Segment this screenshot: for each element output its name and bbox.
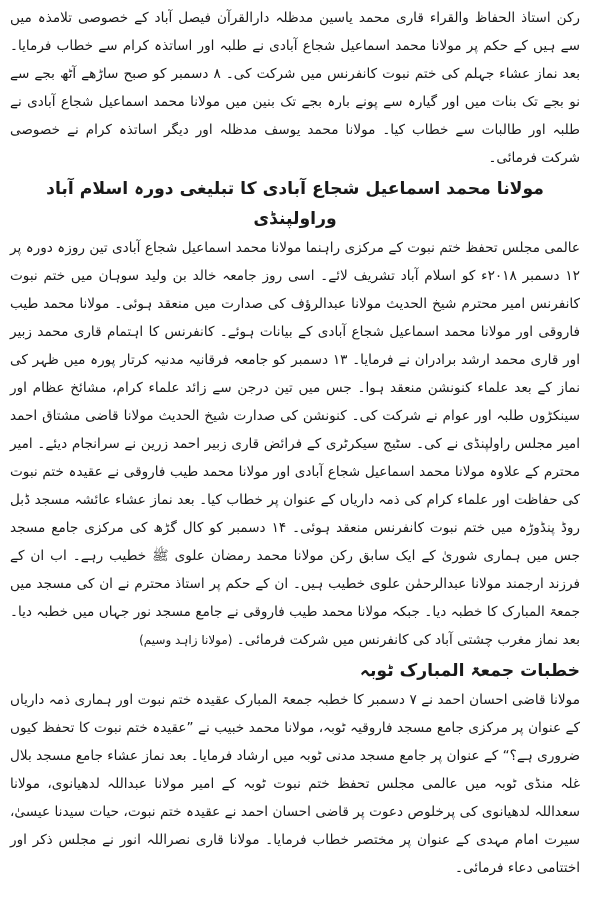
author-signature: (مولانا زاہد وسیم): [139, 633, 233, 647]
section-heading-toba-sermons: خطبات جمعۃ المبارک ٹوبہ: [359, 661, 580, 681]
intro-paragraph: رکن استاذ الحفاظ والقراء قاری محمد یاسین مدظلہ دارالقرآن فیصل آباد کے خصوصی تلامذہ میں سے ہیں کے حکم پر مولانا محمد اسماعیل شجاع آبادی نے طلبہ اور اساتذہ کرام سے خطاب فرمایا۔ بعد نماز عشاء جہلم کی ختم نبوت کانفرنس میں شرکت کی۔ ۸ دسمبر کو صبح ساڑھے آٹھ بجے سے نو بجے تک بنات میں اور گیارہ سے پونے بارہ بجے تک بنین میں مولانا محمد اسماعیل شجاع آبادی نے طلبہ اور طالبات سے خطاب کیا۔ مولانا محمد یوسف مدظلہ اور دیگر اساتذہ کرام نے خصوصی شرکت فرمائی۔: [10, 10, 581, 166]
islamabad-tour-paragraph: [10, 234, 580, 654]
toba-sermons-paragraph: مولانا قاضی احسان احمد نے ۷ دسمبر کا خطبہ جمعۃ المبارک عقیدہ ختم نبوت اور ہماری ذمہ داریاں کے عنوان پر مرکزی جامع مسجد فاروقیہ ٹوبہ، مولانا محمد خبیب نے ”عقیدہ ختم نبوت کا تحفظ کیوں ضروری ہے؟“ کے عنوان پر جامع مسجد مدنی ٹوبہ میں ارشاد فرمایا۔ بعد نماز عشاء جامع مسجد بلال غلہ منڈی ٹوبہ میں عالمی مجلس تحفظ ختم نبوت ٹوبہ کے امیر مولانا عبداللہ لدھیانوی، مولانا سعداللہ لدھیانوی کی پرخلوص دعوت پر قاضی احسان احمد نے عقیدہ ختم نبوت، حیات سیدنا عیسیٰ، سیرت امام مہدی کے عنوان پر مختصر خطاب فرمایا۔ مولانا قاری نصراللہ انور نے مجلس ذکر اور اختتامی دعاء فرمائی۔: [10, 692, 580, 876]
section-heading-islamabad-tour: مولانا محمد اسماعیل شجاع آبادی کا تبلیغی دورہ اسلام آباد وراولپنڈی: [46, 179, 544, 229]
islamabad-tour-text: عالمی مجلس تحفظ ختم نبوت کے مرکزی راہنما مولانا محمد اسماعیل شجاع آبادی تین روزہ دورہ پر ۱۲ دسمبر ۲۰۱۸ء کو اسلام آباد تشریف لائے۔ اسی روز جامعہ خالد بن ولید سوہان میں ختم نبوت کانفرنس امیر محترم شیخ الحدیث مولانا عبدالرؤف کی صدارت میں منعقد ہوئی۔ مولانا محمد طیب فاروقی اور مولانا محمد اسماعیل شجاع آبادی کے بیانات ہوئے۔ کانفرنس کا اہتمام قاری محمد زبیر اور قاری محمد ارشد برادران نے فرمایا۔ ۱۳ دسمبر کو جامعہ فرقانیہ مدنیہ کرتار پورہ میں ظہر کی نماز کے بعد علماء کنونشن منعقد ہوا۔ جس میں تین درجن سے زائد علماء کرام، مشائخ عظام اور سینکڑوں طلبہ اور عوام نے شرکت کی۔ کنونشن کی صدارت شیخ الحدیث مولانا قاضی مشتاق احمد امیر مجلس راولپنڈی نے کی۔ سٹیج سیکرٹری کے فرائض قاری زبیر احمد زرین نے سرانجام دیئے۔ امیر محترم کے علاوہ مولانا محمد اسماعیل شجاع آبادی اور مولانا محمد طیب فاروقی نے عقیدہ ختم نبوت کی حفاظت اور علماء کرام کی ذمہ داریاں کے عنوان پر خطاب کیا۔ بعد نماز عشاء عائشہ مسجد ڈبل روڈ پنڈوڑہ میں ختم نبوت کانفرنس منعقد ہوئی۔ ۱۴ دسمبر کو کال گڑھ کی مرکزی جامع مسجد جس میں ہماری شوریٰ کے ایک سابق رکن مولانا محمد رمضان علوی ﷺ خطیب رہے۔ اب ان کے فرزند ارجمند مولانا عبدالرحمٰن علوی خطیب ہیں۔ ان کے حکم پر استاذ محترم نے ان کی مسجد میں جمعۃ المبارک کا خطبہ دیا۔ جبکہ مولانا محمد طیب فاروقی نے جامع مسجد نور جہاں میں خطبہ دیا۔ بعد نماز مغرب چشتی آباد کی کانفرنس میں شرکت فرمائی۔: [10, 240, 580, 648]
